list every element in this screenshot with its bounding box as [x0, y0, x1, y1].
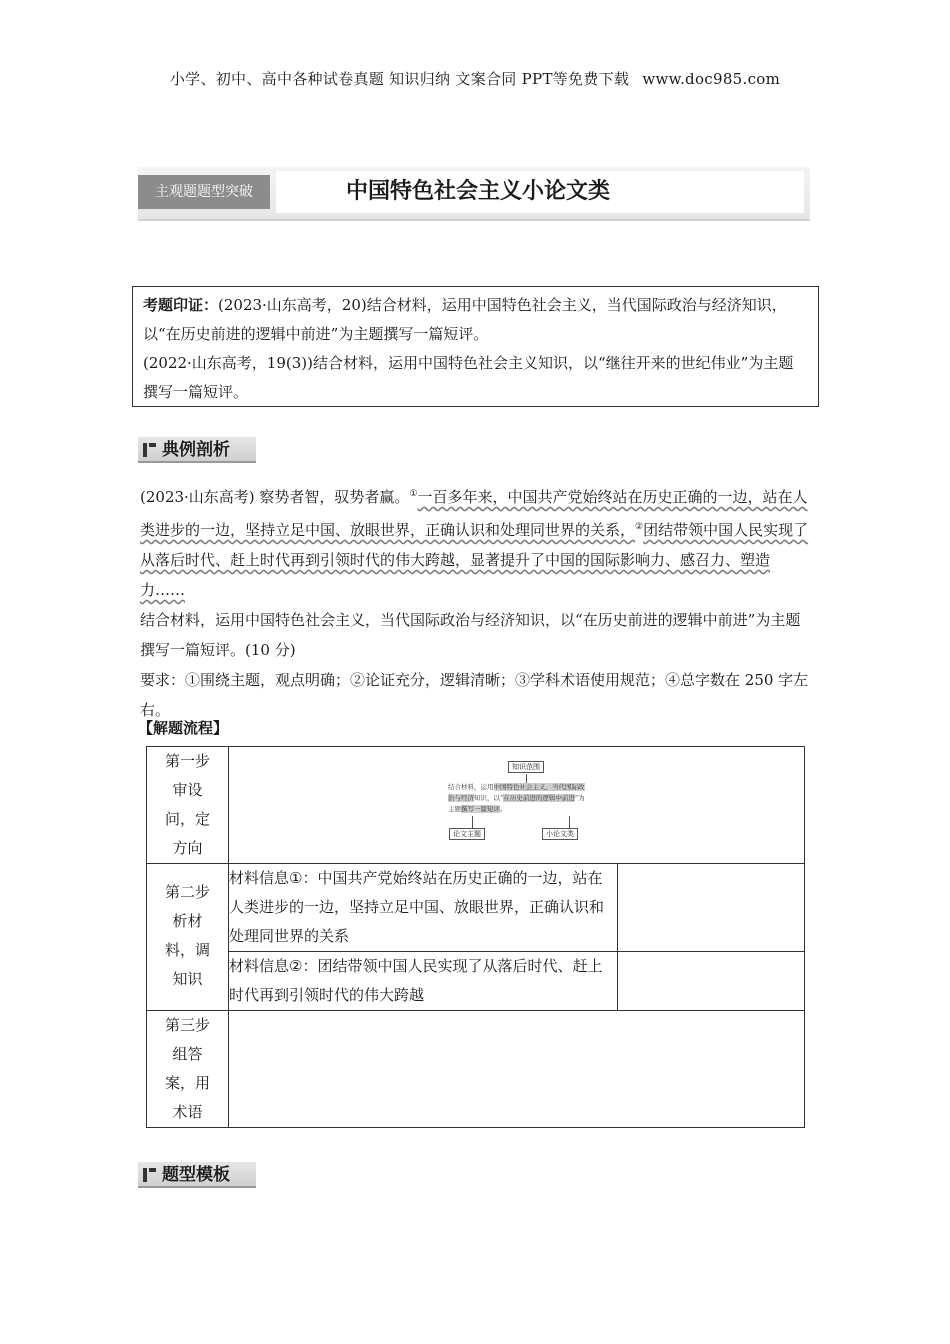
node-essay-topic: 论文主题 — [449, 828, 485, 840]
node-knowledge-scope: 知识范围 — [508, 761, 544, 773]
node-essay-type: 小论文类 — [542, 828, 578, 840]
section-mark-icon — [143, 443, 156, 457]
step-3-label: 第三步组答案，用术语 — [164, 1016, 210, 1121]
example-requirement: 要求：①围绕主题，观点明确；②论证充分，逻辑清晰；③学科术语使用规范；④总字数在 250 字左右。 — [140, 671, 809, 719]
section-head-template — [138, 1162, 256, 1188]
mini-part-b: 中国特色社会主义、当代国际政治与经济 — [448, 783, 585, 802]
exam-text-1: (2023·山东高考，20)结合材料，运用中国特色社会主义，当代国际政治与经济知识，以“在历史前进的逻辑中前进”为主题撰写一篇短评。 — [143, 296, 787, 343]
section-title-example: 典例剖析 — [162, 440, 230, 460]
mini-question — [448, 782, 590, 815]
mini-diagram — [229, 747, 804, 862]
step-3-cell — [147, 1011, 229, 1128]
material-sentence-1: 一百多年来，中国共产党始终站在历史正确的一边，站在人类进步的一边，坚持立足中国、放眼世界，正确认识和处理同世界的关系， — [140, 488, 808, 539]
exam-line-2: (2022·山东高考，19(3))结合材料，运用中国特色社会主义知识，以“继往开来的世纪伟业”为主题撰写一篇短评。 — [143, 354, 794, 401]
mini-part-d: 在历史前进的逻辑中前进 — [503, 794, 575, 802]
solution-flow-table — [146, 746, 805, 1128]
title-bar — [138, 167, 810, 221]
step-1-label: 第一步审设问，定方向 — [164, 752, 210, 857]
info-1-cell: 材料信息①：中国共产党始终站在历史正确的一边，站在人类进步的一边，坚持立足中国、放眼世界，正确认识和处理同世界的关系 — [229, 864, 618, 952]
blank-cell — [618, 952, 805, 1011]
title-tag: 主观题题型突破 — [138, 175, 270, 209]
section-title-template: 题型模板 — [162, 1165, 230, 1185]
mini-part-c: 知识，以“ — [474, 794, 504, 802]
answer-cell — [229, 1011, 805, 1128]
exam-reference-box — [132, 286, 819, 407]
example-material — [140, 479, 812, 605]
example-task: 结合材料，运用中国特色社会主义，当代国际政治与经济知识，以“在历史前进的逻辑中前进”为主题撰写一篇短评。(10 分) — [140, 611, 801, 659]
marker-1: ① — [409, 489, 418, 499]
top-banner — [0, 68, 950, 89]
table-row — [147, 864, 805, 952]
section-mark-icon — [143, 1168, 156, 1182]
exam-line-1 — [143, 291, 808, 349]
step-2-label: 第二步析材料，调知识 — [164, 883, 210, 988]
table-row — [147, 1011, 805, 1128]
mini-part-f: 撰写一篇短评 — [461, 805, 500, 813]
example-body — [140, 479, 812, 725]
flow-label: 【解题流程】 — [138, 719, 229, 737]
example-source: (2023·山东高考) 察势者智，驭势者赢。 — [140, 488, 410, 506]
mini-diagram-cell — [229, 747, 805, 864]
blank-cell — [618, 864, 805, 952]
connector — [472, 816, 473, 828]
mini-part-a: 结合材料，运用 — [448, 783, 494, 791]
table-row — [147, 952, 805, 1011]
step-2-cell — [147, 864, 229, 1011]
step-1-cell — [147, 747, 229, 864]
section-head-example — [138, 437, 256, 463]
connector — [569, 816, 570, 828]
marker-2: ② — [635, 522, 644, 532]
mini-part-g: 。 — [500, 805, 507, 813]
exam-label: 考题印证： — [143, 296, 219, 314]
material-sentence-2: 团结带领中国人民实现了从落后时代、赶上时代再到引领时代的伟大跨越，显著提升了中国的国际影响力、感召力、塑造力…… — [140, 521, 809, 599]
table-row — [147, 747, 805, 864]
info-2-cell: 材料信息②：团结带领中国人民实现了从落后时代、赶上时代再到引领时代的伟大跨越 — [229, 952, 618, 1011]
banner-url[interactable]: www.doc985.com — [642, 70, 781, 88]
banner-text: 小学、初中、高中各种试卷真题 知识归纳 文案合同 PPT等免费下载 — [169, 70, 630, 88]
page-title: 中国特色社会主义小论文类 — [276, 171, 804, 213]
mini-part-e: ”为主题 — [448, 794, 585, 813]
